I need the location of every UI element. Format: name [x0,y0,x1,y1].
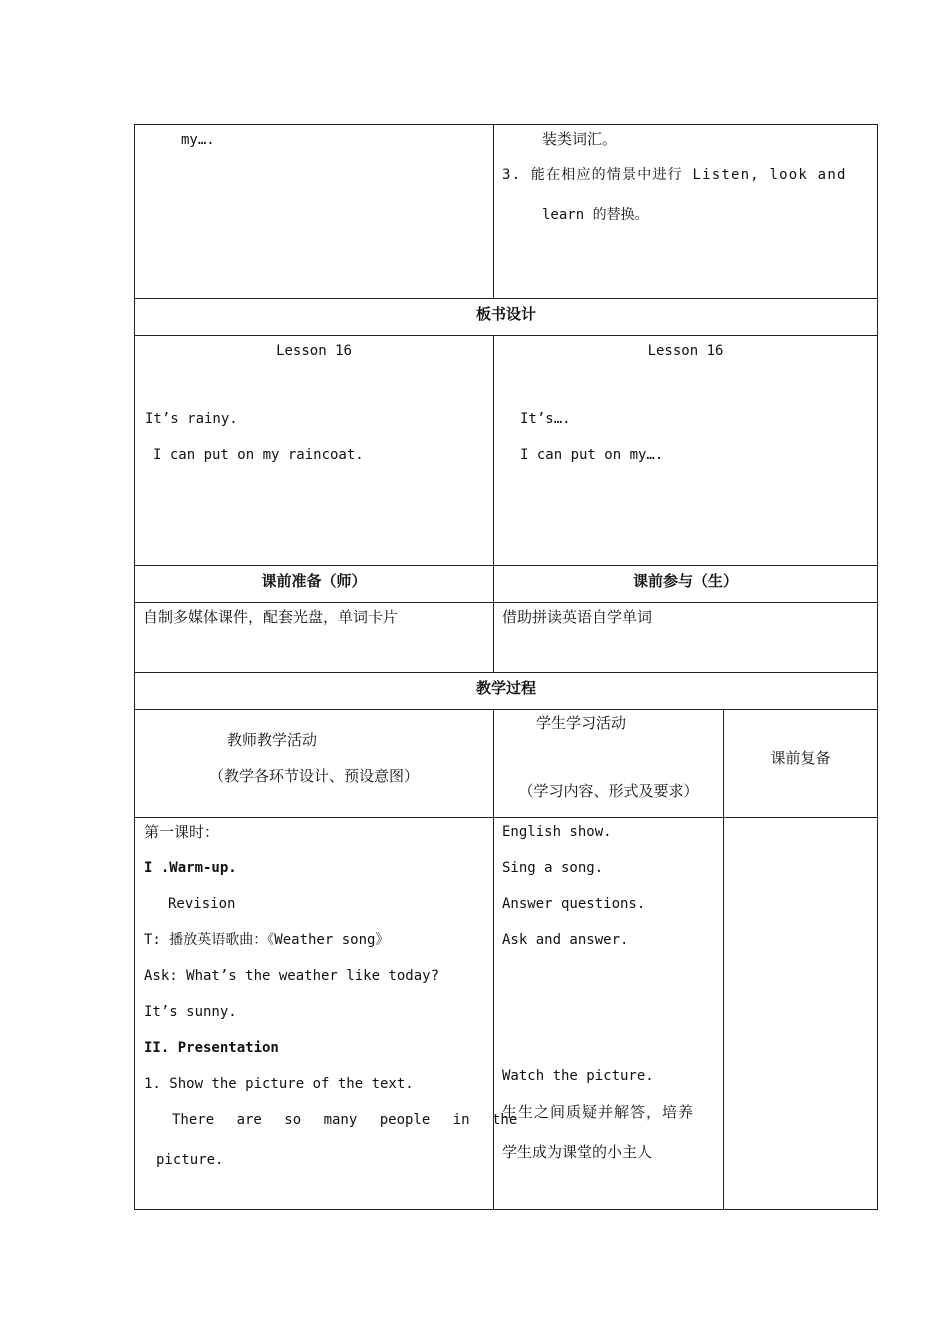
teacher-song-line: T: 播放英语歌曲：《Weather song》 [144,932,390,948]
answer-questions-line: Answer questions. [502,896,646,912]
board-right-line-1: It’s…. [520,411,571,427]
presentation-heading: II. Presentation [144,1040,279,1056]
picture-line: picture. [156,1152,224,1168]
board-right-line-2: I can put on my…. [520,447,664,463]
review-cell [724,818,878,1210]
board-left-title: Lesson 16 [276,343,352,359]
board-design-content-row [135,336,878,566]
student-activity-cell [494,818,724,1210]
classroom-master-line: 学生成为课堂的小主人 [502,1143,653,1161]
student-prep-text: 借助拼读英语自学单词 [502,608,653,626]
prep-heading-row [135,566,878,603]
sunny-answer-line: It’s sunny. [144,1004,237,1020]
board-right-title: Lesson 16 [647,343,724,359]
student-prep-heading: 课前参与（生） [633,572,739,590]
many-people-line: There are so many people in the [172,1112,518,1128]
student-activity-subtitle: （学习内容、形式及要求） [518,782,699,800]
board-left-line-2: I can put on my raincoat. [153,447,364,463]
peer-question-line: 生生之间质疑并解答，培养 [502,1103,695,1121]
objectives-row [135,125,878,299]
student-prep-heading-cell [494,566,878,603]
teacher-activity-cell [135,818,518,1210]
board-left-line-1: It’s rainy. [145,411,238,427]
board-design-heading-cell [135,299,878,336]
objectives-line-2: 3. 能在相应的情景中进行 Listen, look and [502,167,847,183]
process-columns-row [135,710,878,818]
process-heading: 教学过程 [476,679,537,697]
revision-label: Revision [168,896,236,912]
board-design-heading-row [135,299,878,336]
watch-picture-line: Watch the picture. [502,1068,654,1084]
teacher-activity-header-cell [135,710,494,818]
board-design-heading: 板书设计 [476,305,537,323]
board-right-cell [494,336,878,566]
objectives-line-1: 装类词汇。 [542,130,618,148]
process-heading-cell [135,673,878,710]
lesson-plan-table [134,124,878,1210]
review-header-cell [724,710,878,818]
teacher-prep-cell [135,603,494,673]
teacher-activity-title: 教师教学活动 [227,731,318,749]
teacher-prep-text: 自制多媒体课件，配套光盘，单词卡片 [143,608,399,626]
objectives-left-text: my…. [181,132,215,148]
teacher-prep-heading: 课前准备（师） [261,572,367,590]
lesson-content-row [135,818,878,1210]
prep-content-row [135,603,878,673]
student-prep-cell [494,603,878,673]
show-picture-line: 1. Show the picture of the text. [144,1076,414,1092]
ask-answer-line: Ask and answer. [502,932,629,948]
sing-song-line: Sing a song. [502,860,604,876]
student-activity-header-cell [494,710,724,818]
objectives-line-3: learn 的替换。 [542,207,649,223]
lesson-period: 第一课时： [144,823,220,841]
objectives-left-cell [135,125,494,299]
process-heading-row [135,673,878,710]
english-show-line: English show. [502,824,612,840]
student-activity-title: 学生学习活动 [536,714,627,732]
ask-weather-line: Ask: What’s the weather like today? [144,968,440,984]
objectives-right-cell [494,125,878,299]
review-header: 课前复备 [770,749,831,767]
teacher-prep-heading-cell [135,566,494,603]
board-left-cell [135,336,494,566]
review-text [724,818,877,826]
teacher-activity-subtitle: （教学各环节设计、预设意图） [208,767,419,785]
warmup-heading: I .Warm-up. [144,860,237,876]
